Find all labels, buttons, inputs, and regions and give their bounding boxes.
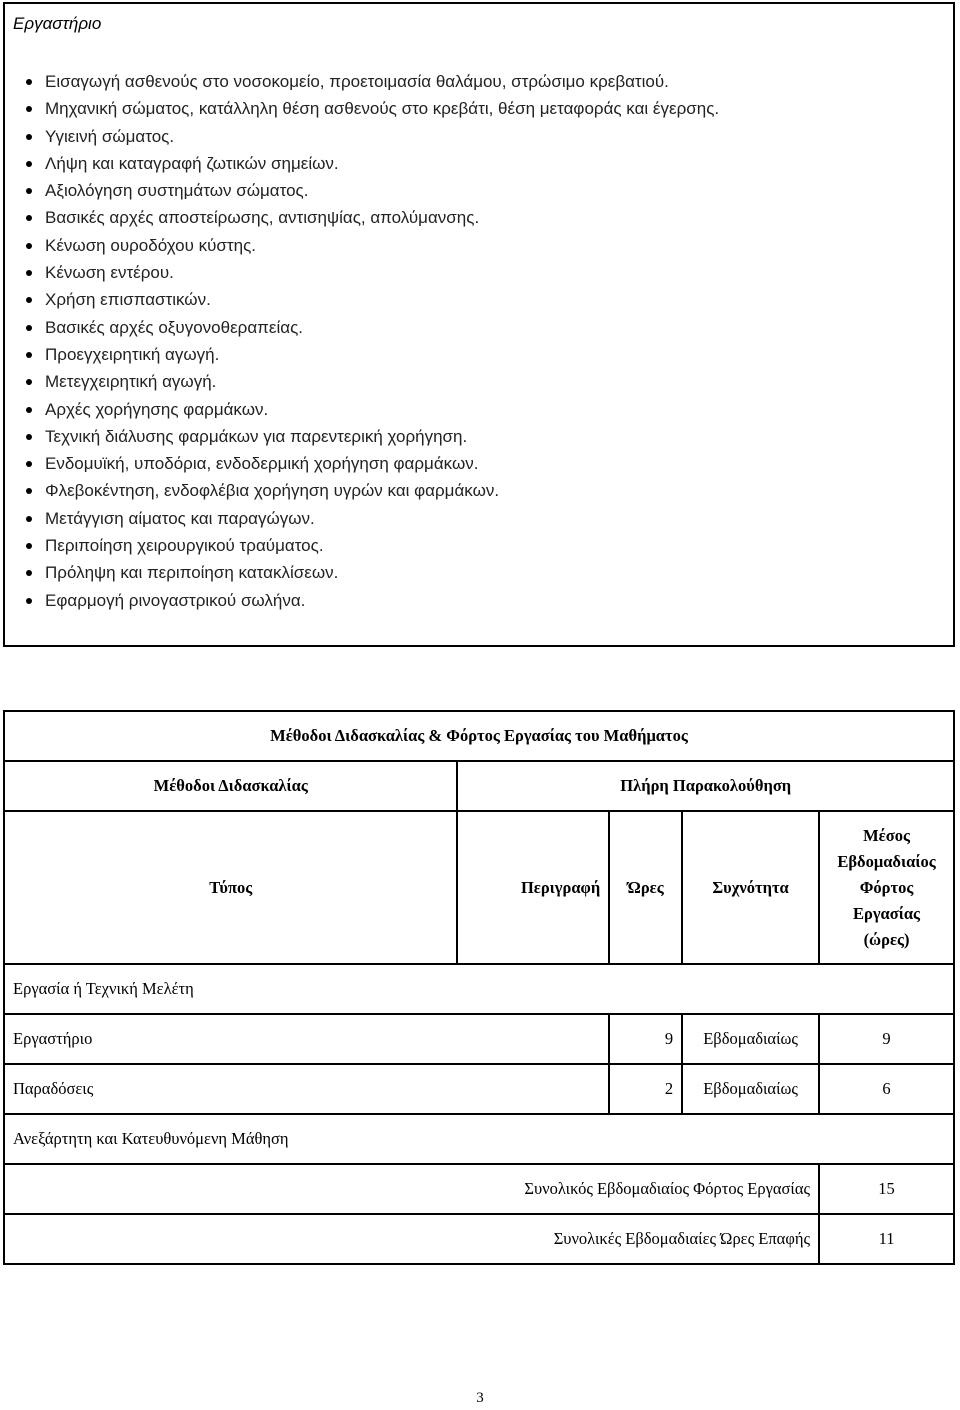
list-item-text: Κένωση ουροδόχου κύστης.	[45, 235, 257, 255]
total-contact-label: Συνολικές Εβδομαδιαίες Ώρες Επαφής	[4, 1214, 819, 1264]
row-avg-load: 6	[819, 1064, 954, 1114]
bullet-icon	[26, 488, 32, 494]
total-contact-value: 11	[819, 1214, 954, 1264]
list-item	[5, 263, 719, 290]
row-frequency: Εβδομαδιαίως	[682, 1014, 819, 1064]
list-item-text: Λήψη και καταγραφή ζωτικών σημείων.	[45, 153, 339, 173]
list-item	[5, 154, 719, 181]
list-item-text: Αξιολόγηση συστημάτων σώματος.	[45, 181, 309, 201]
list-item	[5, 181, 719, 208]
bullet-icon	[26, 270, 32, 276]
header-frequency: Συχνότητα	[682, 811, 819, 964]
table-row	[4, 964, 954, 1014]
list-item-text: Μετάγγιση αίματος και παραγώγων.	[45, 508, 315, 528]
methods-table-title: Μέθοδοι Διδασκαλίας & Φόρτος Εργασίας του Μαθήματος	[4, 711, 954, 761]
col-attendance-header: Πλήρη Παρακολούθηση	[457, 761, 954, 811]
bullet-icon	[26, 134, 32, 140]
bullet-icon	[26, 543, 32, 549]
row-frequency: Εβδομαδιαίως	[682, 1064, 819, 1114]
list-item	[5, 290, 719, 317]
list-item-text: Χρήση επισπαστικών.	[45, 290, 211, 310]
list-item-text: Μετεγχειρητική αγωγή.	[45, 372, 217, 392]
list-item-text: Εφαρμογή ρινογαστρικού σωλήνα.	[45, 590, 306, 610]
bullet-icon	[26, 188, 32, 194]
list-item-text: Βασικές αρχές αποστείρωσης, αντισηψίας, απολύμανσης.	[45, 208, 480, 228]
bullet-icon	[26, 570, 32, 576]
header-description: Περιγραφή	[457, 811, 609, 964]
list-item	[5, 72, 719, 99]
total-contact-row	[4, 1214, 954, 1264]
header-hours: Ώρες	[609, 811, 682, 964]
list-item-text: Κένωση εντέρου.	[45, 263, 174, 283]
list-item-text: Αρχές χορήγησης φαρμάκων.	[45, 399, 269, 419]
list-item	[5, 481, 719, 508]
list-item	[5, 208, 719, 235]
bullet-icon	[26, 461, 32, 467]
lab-topics-list	[5, 72, 719, 618]
methods-table	[3, 710, 955, 1265]
bullet-icon	[26, 215, 32, 221]
list-item	[5, 536, 719, 563]
list-item	[5, 127, 719, 154]
row-hours: 9	[609, 1014, 682, 1064]
list-item-text: Υγιεινή σώματος.	[45, 126, 175, 146]
lab-section-box	[3, 2, 955, 647]
bullet-icon	[26, 598, 32, 604]
bullet-icon	[26, 407, 32, 413]
list-item-text: Τεχνική διάλυσης φαρμάκων για παρεντερική χορήγηση.	[45, 426, 468, 446]
list-item	[5, 454, 719, 481]
header-type: Τύπος	[4, 811, 457, 964]
list-item-text: Περιποίηση χειρουργικού τραύματος.	[45, 536, 324, 556]
col-methods-header: Μέθοδοι Διδασκαλίας	[4, 761, 457, 811]
list-item	[5, 563, 719, 590]
row-avg-load: 9	[819, 1014, 954, 1064]
bullet-icon	[26, 516, 32, 522]
section-title: Εργαστήριο	[13, 14, 102, 33]
list-item-text: Μηχανική σώματος, κατάλληλη θέση ασθενούς στο κρεβάτι, θέση μεταφοράς και έγερσης.	[45, 99, 720, 119]
list-item	[5, 591, 719, 618]
bullet-icon	[26, 106, 32, 112]
list-item-text: Προεγχειρητική αγωγή.	[45, 344, 220, 364]
list-item	[5, 509, 719, 536]
bullet-icon	[26, 79, 32, 85]
row-type: Εργασία ή Τεχνική Μελέτη	[4, 964, 954, 1014]
list-item-text: Βασικές αρχές οξυγονοθεραπείας.	[45, 317, 303, 337]
bullet-icon	[26, 379, 32, 385]
row-type: Ανεξάρτητη και Κατευθυνόμενη Μάθηση	[4, 1114, 954, 1164]
bullet-icon	[26, 325, 32, 331]
list-item	[5, 427, 719, 454]
table-row	[4, 1114, 954, 1164]
table-row	[4, 1014, 954, 1064]
total-load-value: 15	[819, 1164, 954, 1214]
list-item	[5, 400, 719, 427]
row-type: Παραδόσεις	[4, 1064, 609, 1114]
row-type: Εργαστήριο	[4, 1014, 609, 1064]
bullet-icon	[26, 243, 32, 249]
list-item	[5, 318, 719, 345]
total-load-row	[4, 1164, 954, 1214]
bullet-icon	[26, 161, 32, 167]
list-item	[5, 99, 719, 126]
list-item	[5, 236, 719, 263]
list-item-text: Πρόληψη και περιποίηση κατακλίσεων.	[45, 563, 339, 583]
total-load-label: Συνολικός Εβδομαδιαίος Φόρτος Εργασίας	[4, 1164, 819, 1214]
table-row	[4, 1064, 954, 1114]
list-item-text: Φλεβοκέντηση, ενδοφλέβια χορήγηση υγρών και φαρμάκων.	[45, 481, 500, 501]
bullet-icon	[26, 297, 32, 303]
page-number: 3	[476, 1390, 484, 1406]
list-item	[5, 372, 719, 399]
list-item-text: Ενδομυϊκή, υποδόρια, ενδοδερμική χορήγηση φαρμάκων.	[45, 454, 479, 474]
bullet-icon	[26, 352, 32, 358]
bullet-icon	[26, 434, 32, 440]
row-hours: 2	[609, 1064, 682, 1114]
header-avg-load: Μέσος Εβδομαδιαίος Φόρτος Εργασίας (ώρες)	[819, 811, 954, 964]
list-item	[5, 345, 719, 372]
list-item-text: Εισαγωγή ασθενούς στο νοσοκομείο, προετοιμασία θαλάμου, στρώσιμο κρεβατιού.	[45, 72, 669, 91]
